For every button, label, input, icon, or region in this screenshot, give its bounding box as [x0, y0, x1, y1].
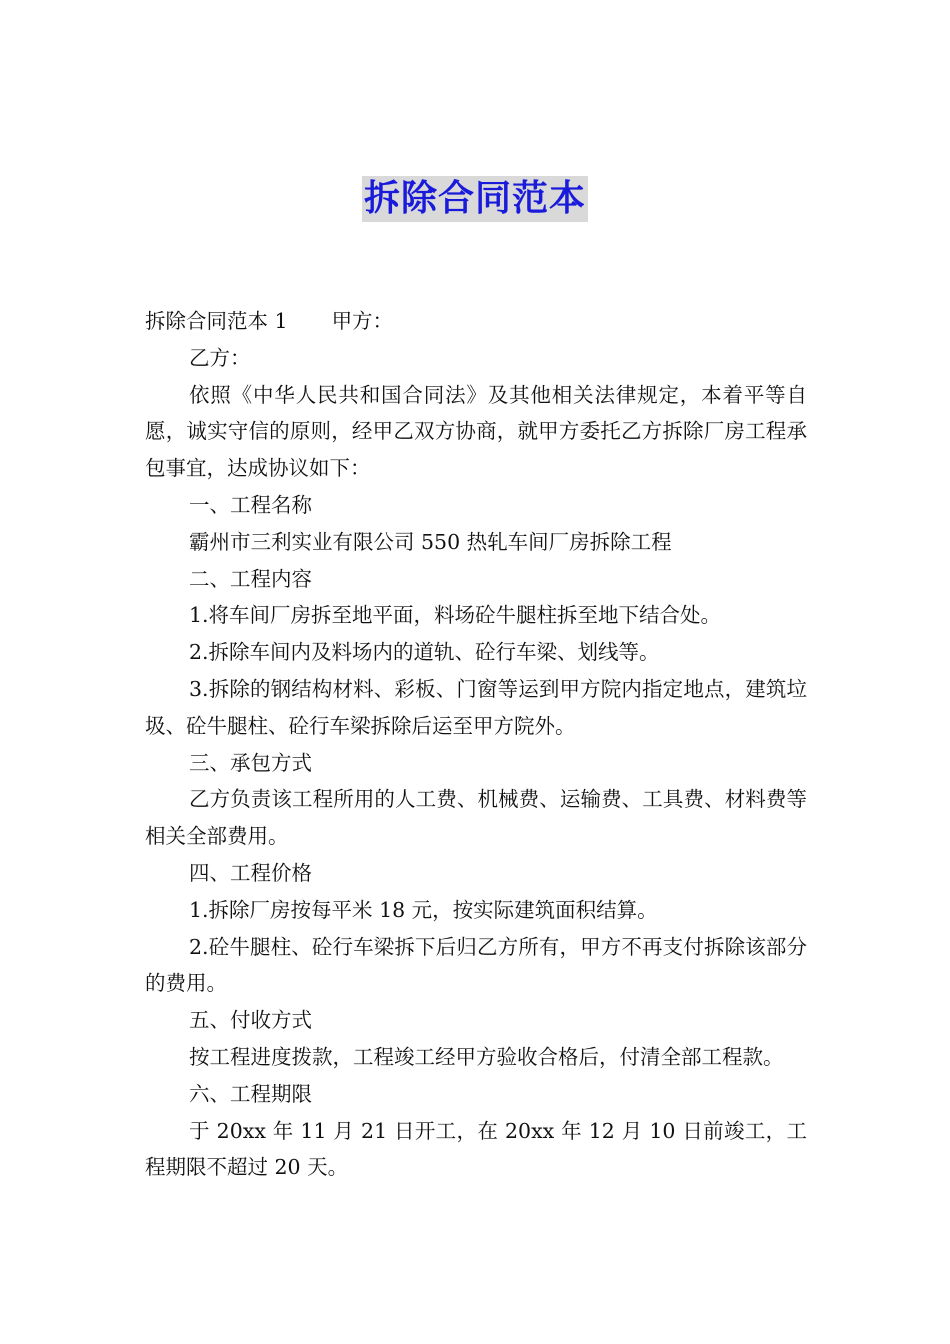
- party-a-label: 甲方：: [331, 309, 394, 333]
- paragraph-project-name: 霸州市三利实业有限公司 550 热轧车间厂房拆除工程: [189, 529, 672, 554]
- paragraph-project-period: 于 20xx 年 11 月 21 日开工，在 20xx 年 12 月 10 日前竣工，工程期限不超过 20 天。: [145, 1118, 807, 1180]
- paragraph-preamble: 依照《中华人民共和国合同法》及其他相关法律规定，本着平等自愿，诚实守信的原则，经甲乙双方协商，就甲方委托乙方拆除厂房工程承包事宜，达成协议如下：: [145, 382, 807, 481]
- paragraph-contract-method: 乙方负责该工程所用的人工费、机械费、运输费、工具费、材料费等相关全部费用。: [145, 787, 807, 849]
- section-heading-project-name: 一、工程名称: [189, 492, 312, 517]
- paragraph-content-item-1: 1.将车间厂房拆至地平面，料场砼牛腿柱拆至地下结合处。: [189, 603, 722, 628]
- section-heading-project-period: 六、工程期限: [189, 1081, 312, 1106]
- section-heading-project-content: 二、工程内容: [189, 566, 312, 591]
- section-heading-project-price: 四、工程价格: [189, 860, 312, 885]
- party-b-line: 乙方：: [189, 345, 251, 370]
- document-title: 拆除合同范本: [362, 176, 588, 222]
- paragraph-price-item-1: 1.拆除厂房按每平米 18 元，按实际建筑面积结算。: [189, 897, 658, 922]
- paragraph-price-item-2: 2.砼牛腿柱、砼行车梁拆下后归乙方所有，甲方不再支付拆除该部分的费用。: [145, 934, 807, 996]
- section-heading-payment-method: 五、付收方式: [189, 1008, 312, 1033]
- paragraph-content-item-2: 2.拆除车间内及料场内的道轨、砼行车梁、划线等。: [189, 640, 660, 665]
- section-heading-contract-method: 三、承包方式: [189, 750, 312, 775]
- paragraph-payment-method: 按工程进度拨款，工程竣工经甲方验收合格后，付清全部工程款。: [189, 1044, 784, 1069]
- document-body: [145, 303, 807, 1186]
- intro-line: [145, 303, 807, 340]
- paragraph-content-item-3: 3.拆除的钢结构材料、彩板、门窗等运到甲方院内指定地点，建筑垃圾、砼牛腿柱、砼行车梁拆除后运至甲方院外。: [145, 676, 807, 738]
- intro-heading: 拆除合同范本 1: [145, 309, 288, 333]
- title-wrap: [0, 176, 950, 222]
